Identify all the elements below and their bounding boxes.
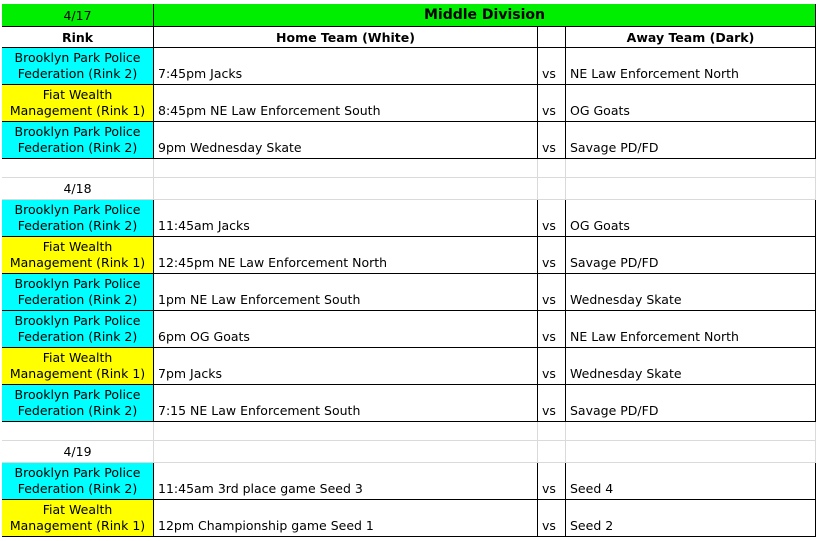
date-row-blank-cell[interactable] xyxy=(154,441,538,463)
rink-cell[interactable]: Brooklyn Park Police Federation (Rink 2) xyxy=(2,463,154,500)
header-away-team[interactable]: Away Team (Dark) xyxy=(566,27,816,48)
rink-cell[interactable]: Fiat Wealth Management (Rink 1) xyxy=(2,348,154,385)
home-team-cell[interactable]: 11:45am Jacks xyxy=(154,200,538,237)
spacer-cell[interactable] xyxy=(566,422,816,441)
vs-cell[interactable]: vs xyxy=(538,385,566,422)
date-row-blank-cell[interactable] xyxy=(566,441,816,463)
date-row-blank-cell[interactable] xyxy=(566,178,816,200)
away-team-cell[interactable]: Seed 4 xyxy=(566,463,816,500)
header-vs-blank[interactable] xyxy=(538,27,566,48)
date-row-blank-cell[interactable] xyxy=(538,178,566,200)
home-team-cell[interactable]: 7:45pm Jacks xyxy=(154,48,538,85)
away-team-cell[interactable]: NE Law Enforcement North xyxy=(566,311,816,348)
rink-cell[interactable]: Brooklyn Park Police Federation (Rink 2) xyxy=(2,48,154,85)
title-date[interactable]: 4/17 xyxy=(2,4,154,27)
home-team-cell[interactable]: 12pm Championship game Seed 1 xyxy=(154,500,538,537)
spacer-cell[interactable] xyxy=(2,422,154,441)
vs-cell[interactable]: vs xyxy=(538,48,566,85)
division-title[interactable]: Middle Division xyxy=(154,4,816,27)
vs-cell[interactable]: vs xyxy=(538,500,566,537)
rink-cell[interactable]: Brooklyn Park Police Federation (Rink 2) xyxy=(2,200,154,237)
section-date[interactable]: 4/19 xyxy=(2,441,154,463)
away-team-cell[interactable]: Savage PD/FD xyxy=(566,237,816,274)
header-rink[interactable]: Rink xyxy=(2,27,154,48)
away-team-cell[interactable]: NE Law Enforcement North xyxy=(566,48,816,85)
spacer-cell[interactable] xyxy=(566,159,816,178)
home-team-cell[interactable]: 6pm OG Goats xyxy=(154,311,538,348)
home-team-cell[interactable]: 8:45pm NE Law Enforcement South xyxy=(154,85,538,122)
away-team-cell[interactable]: Wednesday Skate xyxy=(566,274,816,311)
rink-cell[interactable]: Brooklyn Park Police Federation (Rink 2) xyxy=(2,122,154,159)
vs-cell[interactable]: vs xyxy=(538,463,566,500)
away-team-cell[interactable]: Wednesday Skate xyxy=(566,348,816,385)
away-team-cell[interactable]: Savage PD/FD xyxy=(566,385,816,422)
away-team-cell[interactable]: Seed 2 xyxy=(566,500,816,537)
away-team-cell[interactable]: Savage PD/FD xyxy=(566,122,816,159)
rink-cell[interactable]: Fiat Wealth Management (Rink 1) xyxy=(2,500,154,537)
rink-cell[interactable]: Fiat Wealth Management (Rink 1) xyxy=(2,85,154,122)
home-team-cell[interactable]: 11:45am 3rd place game Seed 3 xyxy=(154,463,538,500)
rink-cell[interactable]: Fiat Wealth Management (Rink 1) xyxy=(2,237,154,274)
away-team-cell[interactable]: OG Goats xyxy=(566,85,816,122)
spacer-cell[interactable] xyxy=(154,422,538,441)
vs-cell[interactable]: vs xyxy=(538,348,566,385)
home-team-cell[interactable]: 7pm Jacks xyxy=(154,348,538,385)
header-home-team[interactable]: Home Team (White) xyxy=(154,27,538,48)
spacer-cell[interactable] xyxy=(538,422,566,441)
spacer-cell[interactable] xyxy=(2,159,154,178)
vs-cell[interactable]: vs xyxy=(538,85,566,122)
section-date[interactable]: 4/18 xyxy=(2,178,154,200)
home-team-cell[interactable]: 7:15 NE Law Enforcement South xyxy=(154,385,538,422)
home-team-cell[interactable]: 12:45pm NE Law Enforcement North xyxy=(154,237,538,274)
spacer-cell[interactable] xyxy=(538,159,566,178)
spacer-cell[interactable] xyxy=(154,159,538,178)
date-row-blank-cell[interactable] xyxy=(538,441,566,463)
rink-cell[interactable]: Brooklyn Park Police Federation (Rink 2) xyxy=(2,311,154,348)
date-row-blank-cell[interactable] xyxy=(154,178,538,200)
vs-cell[interactable]: vs xyxy=(538,311,566,348)
home-team-cell[interactable]: 1pm NE Law Enforcement South xyxy=(154,274,538,311)
vs-cell[interactable]: vs xyxy=(538,200,566,237)
vs-cell[interactable]: vs xyxy=(538,274,566,311)
vs-cell[interactable]: vs xyxy=(538,122,566,159)
rink-cell[interactable]: Brooklyn Park Police Federation (Rink 2) xyxy=(2,274,154,311)
vs-cell[interactable]: vs xyxy=(538,237,566,274)
away-team-cell[interactable]: OG Goats xyxy=(566,200,816,237)
schedule-grid xyxy=(2,4,816,541)
rink-cell[interactable]: Brooklyn Park Police Federation (Rink 2) xyxy=(2,385,154,422)
home-team-cell[interactable]: 9pm Wednesday Skate xyxy=(154,122,538,159)
